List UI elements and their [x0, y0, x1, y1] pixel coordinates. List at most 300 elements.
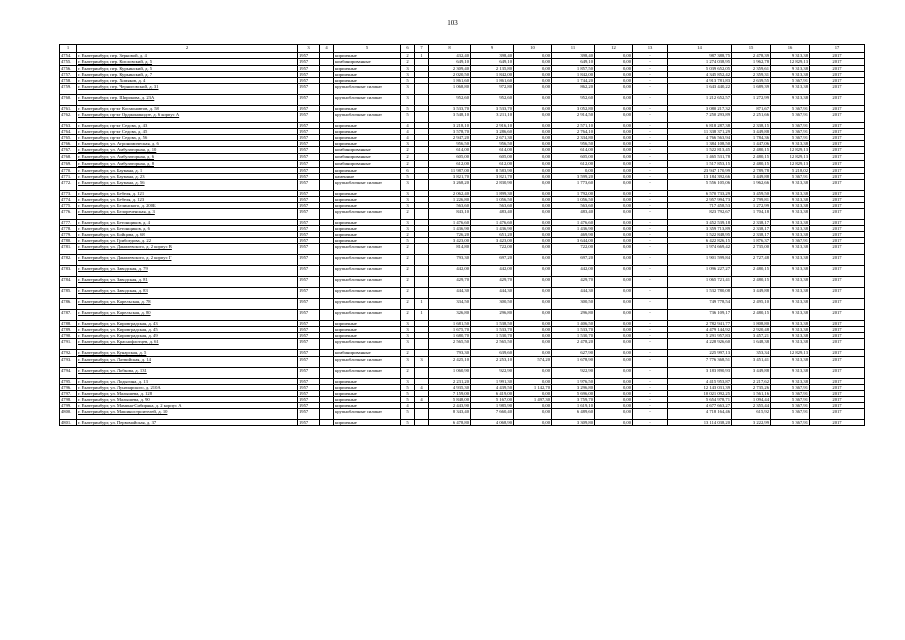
total-area-cell: 3 268,20: [429, 180, 471, 191]
col-12-cell: 0,00: [595, 409, 633, 420]
row-number-cell: 4761.: [60, 106, 77, 112]
cost-per-sqm-cell: 1 447,06: [732, 141, 771, 147]
address-cell: г. Екатеринбург, ул. Баумана, д. 56: [77, 180, 298, 191]
planned-year-cell: 2017: [810, 379, 865, 385]
row-number-cell: 4800.: [60, 409, 77, 420]
repair-cost-cell: 5 654 978,71: [668, 397, 732, 403]
repair-cost-cell: 1 274 038,95: [668, 59, 732, 66]
table-row: [60, 255, 865, 266]
row-number-cell: 4767.: [60, 147, 77, 154]
cost-per-sqm-cell: 3 451,41: [732, 357, 771, 368]
floors-cell: 3: [401, 226, 415, 232]
col-4-cell: [320, 310, 334, 321]
floors-cell: 3: [401, 379, 415, 385]
col-13-cell: -: [633, 244, 668, 255]
col-13-cell: -: [633, 232, 668, 238]
floors-cell: 3: [401, 220, 415, 226]
total-area-cell: 1 226,80: [429, 197, 471, 203]
wall-material-cell: кирпичные: [334, 66, 401, 72]
max-cost-per-sqm-cell: 12 829,13: [771, 161, 810, 168]
cost-per-sqm-cell: 1 272,99: [732, 203, 771, 209]
owned-area-cell: 1 406,50: [552, 321, 595, 327]
underground-floors-cell: [415, 180, 429, 191]
address-cell: г. Екатеринбург, ул. Белореченская, д. 3: [77, 209, 298, 220]
non-residential-area-cell: 0,00: [514, 168, 552, 174]
col-13-cell: -: [633, 168, 668, 174]
row-number-cell: 4789.: [60, 327, 77, 333]
max-cost-per-sqm-cell: 5 367,91: [771, 106, 810, 112]
address-cell: г. Екатеринбург, ул. Кировградская, д. 43: [77, 321, 298, 327]
col-13-cell: -: [633, 53, 668, 59]
table-row: [60, 357, 865, 368]
residential-area-cell: 444,30: [471, 288, 514, 299]
max-cost-per-sqm-cell: 9 313,38: [771, 244, 810, 255]
floors-cell: 5: [401, 420, 415, 426]
col-12-cell: 0,00: [595, 226, 633, 232]
address-cell: г. Екатеринбург, пер. Широкова, д. 23А: [77, 95, 298, 106]
year-built-cell: 1957: [298, 357, 320, 368]
cost-per-sqm-cell: 2 727,48: [732, 255, 771, 266]
row-number-cell: 4772.: [60, 180, 77, 191]
planned-year-cell: 2017: [810, 327, 865, 333]
row-number-cell: 4770.: [60, 168, 77, 174]
year-built-cell: 1957: [298, 299, 320, 310]
col-4-cell: [320, 288, 334, 299]
col-12-cell: 0,00: [595, 161, 633, 168]
total-area-cell: 442,00: [429, 266, 471, 277]
total-area-cell: 429,70: [429, 277, 471, 288]
repair-cost-cell: 5 556 105,06: [668, 180, 732, 191]
year-built-cell: 1957: [298, 174, 320, 180]
table-row: [60, 266, 865, 277]
floors-cell: 3: [401, 333, 415, 339]
total-area-cell: 334,50: [429, 299, 471, 310]
total-area-cell: 11 987,00: [429, 168, 471, 174]
repair-cost-cell: 11 338 371,29: [668, 129, 732, 135]
wall-material-cell: крупноблочные силикат: [334, 357, 401, 368]
repair-cost-cell: 23 947 170,99: [668, 168, 732, 174]
cost-per-sqm-cell: 2 480,15: [732, 147, 771, 154]
non-residential-area-cell: 0,00: [514, 209, 552, 220]
floors-cell: 5: [401, 409, 415, 420]
residential-area-cell: 697,20: [471, 255, 514, 266]
address-cell: г. Екатеринбург, ул. Белинского, д. 200Б: [77, 203, 298, 209]
col-12-cell: 0,00: [595, 238, 633, 244]
table-row: [60, 59, 865, 66]
row-number-cell: 4754.: [60, 53, 77, 59]
cost-per-sqm-cell: 2 789,78: [732, 168, 771, 174]
address-cell: г. Екатеринбург, ул. Баумана, д. 1: [77, 168, 298, 174]
repair-cost-cell: 717 458,53: [668, 203, 732, 209]
max-cost-per-sqm-cell: 9 313,38: [771, 321, 810, 327]
non-residential-area-cell: 0,00: [514, 106, 552, 112]
repair-cost-cell: 987 388,75: [668, 53, 732, 59]
row-number-cell: 4792.: [60, 350, 77, 357]
year-built-cell: 1957: [298, 238, 320, 244]
max-cost-per-sqm-cell: 9 313,38: [771, 72, 810, 78]
non-residential-area-cell: 0,00: [514, 147, 552, 154]
wall-material-cell: комбинированные: [334, 350, 401, 357]
max-cost-per-sqm-cell: 5 367,91: [771, 403, 810, 409]
total-area-cell: 612,00: [429, 161, 471, 168]
wall-material-cell: крупноблочные силикат: [334, 255, 401, 266]
planned-year-cell: 2017: [810, 209, 865, 220]
total-area-cell: 1 068,80: [429, 84, 471, 95]
header-cell: 4: [320, 45, 334, 53]
year-built-cell: 1957: [298, 168, 320, 174]
cost-per-sqm-cell: 2 338,17: [732, 220, 771, 226]
row-number-cell: 4779.: [60, 232, 77, 238]
max-cost-per-sqm-cell: 9 313,38: [771, 266, 810, 277]
year-built-cell: 1957: [298, 255, 320, 266]
repair-cost-cell: 4 677 663,27: [668, 403, 732, 409]
row-number-cell: 4760.: [60, 95, 77, 106]
col-13-cell: -: [633, 299, 668, 310]
year-built-cell: 1957: [298, 84, 320, 95]
owned-area-cell: 2 764,10: [552, 129, 595, 135]
year-built-cell: 1957: [298, 368, 320, 379]
col-13-cell: -: [633, 203, 668, 209]
non-residential-area-cell: 0,00: [514, 409, 552, 420]
residential-area-cell: 614,00: [471, 147, 514, 154]
col-4-cell: [320, 255, 334, 266]
owned-area-cell: 1 744,20: [552, 78, 595, 84]
non-residential-area-cell: 0,00: [514, 403, 552, 409]
owned-area-cell: 697,20: [552, 255, 595, 266]
repair-cost-cell: 1 212 652,57: [668, 95, 732, 106]
residential-area-cell: 1 530,70: [471, 333, 514, 339]
col-12-cell: 0,00: [595, 357, 633, 368]
owned-area-cell: 1 773,60: [552, 180, 595, 191]
wall-material-cell: кирпичные: [334, 220, 401, 226]
row-number-cell: 4783.: [60, 266, 77, 277]
table-row: [60, 161, 865, 168]
residential-area-cell: 651,20: [471, 232, 514, 238]
page-number: 103: [447, 19, 458, 27]
residential-area-cell: 2 565,50: [471, 339, 514, 350]
col-12-cell: 0,00: [595, 350, 633, 357]
cost-per-sqm-cell: 3 222,99: [732, 420, 771, 426]
col-13-cell: -: [633, 385, 668, 391]
non-residential-area-cell: 0,00: [514, 277, 552, 288]
residential-area-cell: 1 533,70: [471, 327, 514, 333]
year-built-cell: 1957: [298, 310, 320, 321]
non-residential-area-cell: 0,00: [514, 220, 552, 226]
col-12-cell: 0,00: [595, 129, 633, 135]
year-built-cell: 1957: [298, 95, 320, 106]
col-12-cell: 0,00: [595, 244, 633, 255]
wall-material-cell: крупноблочные силикат: [334, 244, 401, 255]
col-12-cell: 0,00: [595, 310, 633, 321]
repair-cost-cell: 225 997,13: [668, 350, 732, 357]
non-residential-area-cell: 0,00: [514, 368, 552, 379]
total-area-cell: 6 478,80: [429, 420, 471, 426]
wall-material-cell: крупноблочные силикат: [334, 95, 401, 106]
repair-cost-cell: 736 109,17: [668, 310, 732, 321]
repair-cost-cell: 2 782 941,77: [668, 321, 732, 327]
cost-per-sqm-cell: 1 648,38: [732, 339, 771, 350]
underground-floors-cell: [415, 161, 429, 168]
max-cost-per-sqm-cell: 5 367,91: [771, 123, 810, 129]
wall-material-cell: крупноблочные силикат: [334, 409, 401, 420]
floors-cell: 2: [401, 232, 415, 238]
repair-cost-cell: 1 065 721,41: [668, 277, 732, 288]
planned-year-cell: 2017: [810, 141, 865, 147]
repair-cost-cell: 3 359 713,89: [668, 226, 732, 232]
cost-per-sqm-cell: 2 338,17: [732, 232, 771, 238]
non-residential-area-cell: 0,00: [514, 321, 552, 327]
col-4-cell: [320, 95, 334, 106]
year-built-cell: 1957: [298, 78, 320, 84]
repair-cost-cell: 1 974 669,42: [668, 244, 732, 255]
max-cost-per-sqm-cell: 9 313,38: [771, 203, 810, 209]
floors-cell: 4: [401, 403, 415, 409]
max-cost-per-sqm-cell: 12 829,13: [771, 350, 810, 357]
owned-area-cell: 3 759,70: [552, 397, 595, 403]
residential-area-cell: 1 899,30: [471, 191, 514, 197]
address-cell: г. Екатеринбург, пр-кт Космонавтов, д. 58: [77, 106, 298, 112]
floors-cell: 4: [401, 129, 415, 135]
underground-floors-cell: 1: [415, 310, 429, 321]
floors-cell: 2: [401, 255, 415, 266]
col-12-cell: 0,00: [595, 209, 633, 220]
col-13-cell: -: [633, 277, 668, 288]
row-number-cell: 4796.: [60, 385, 77, 391]
address-cell: г. Екатеринбург, ул. Бойцова, д. 68: [77, 232, 298, 238]
planned-year-cell: 2017: [810, 403, 865, 409]
non-residential-area-cell: 0,00: [514, 135, 552, 141]
col-4-cell: [320, 147, 334, 154]
address-cell: г. Екатеринбург, ул. Бетонщиков, д. 4: [77, 220, 298, 226]
col-13-cell: -: [633, 106, 668, 112]
row-number-cell: 4781.: [60, 244, 77, 255]
year-built-cell: 1957: [298, 266, 320, 277]
col-13-cell: -: [633, 339, 668, 350]
header-cell: 17: [810, 45, 865, 53]
col-12-cell: 0,00: [595, 53, 633, 59]
col-12-cell: 0,00: [595, 84, 633, 95]
max-cost-per-sqm-cell: 9 313,38: [771, 288, 810, 299]
total-area-cell: 2 425,10: [429, 357, 471, 368]
planned-year-cell: 2017: [810, 147, 865, 154]
table-row: [60, 339, 865, 350]
cost-per-sqm-cell: 2 359,31: [732, 72, 771, 78]
floors-cell: 2: [401, 161, 415, 168]
residential-area-cell: 3 821,70: [471, 174, 514, 180]
row-number-cell: 4801.: [60, 420, 77, 426]
col-4-cell: [320, 161, 334, 168]
planned-year-cell: 2017: [810, 72, 865, 78]
total-area-cell: 2 231,20: [429, 379, 471, 385]
residential-area-cell: 442,00: [471, 266, 514, 277]
row-number-cell: 4780.: [60, 238, 77, 244]
floors-cell: 5: [401, 385, 415, 391]
wall-material-cell: крупноблочные силикат: [334, 288, 401, 299]
wall-material-cell: кирпичные: [334, 232, 401, 238]
non-residential-area-cell: 0,00: [514, 420, 552, 426]
col-13-cell: -: [633, 321, 668, 327]
repair-cost-cell: 13 184 392,66: [668, 174, 732, 180]
wall-material-cell: кирпичные: [334, 379, 401, 385]
max-cost-per-sqm-cell: 9 313,38: [771, 141, 810, 147]
year-built-cell: 1957: [298, 135, 320, 141]
underground-floors-cell: [415, 255, 429, 266]
planned-year-cell: 2017: [810, 123, 865, 129]
owned-area-cell: 1 678,90: [552, 357, 595, 368]
address-cell: г. Екатеринбург, ул. Карельская, д. 80: [77, 310, 298, 321]
col-12-cell: 0,00: [595, 220, 633, 226]
row-number-cell: 4786.: [60, 299, 77, 310]
non-residential-area-cell: 0,00: [514, 333, 552, 339]
floors-cell: 3: [401, 180, 415, 191]
address-cell: г. Екатеринбург, ул. Первомайская, д. 37: [77, 420, 298, 426]
repair-cost-cell: 4 479 144,92: [668, 327, 732, 333]
wall-material-cell: кирпичные: [334, 135, 401, 141]
floors-cell: 2: [401, 299, 415, 310]
wall-material-cell: комбинированные: [334, 154, 401, 161]
repair-cost-cell: 7 776 368,51: [668, 357, 732, 368]
planned-year-cell: 2017: [810, 420, 865, 426]
residential-area-cell: 649,10: [471, 59, 514, 66]
cost-per-sqm-cell: 2 480,15: [732, 277, 771, 288]
planned-year-cell: 2017: [810, 409, 865, 420]
residential-area-cell: 1 861,60: [471, 78, 514, 84]
col-4-cell: [320, 368, 334, 379]
col-12-cell: 0,00: [595, 299, 633, 310]
owned-area-cell: 0,00: [552, 168, 595, 174]
year-built-cell: 1957: [298, 379, 320, 385]
col-4-cell: [320, 180, 334, 191]
repair-cost-cell: 749 778,54: [668, 299, 732, 310]
address-cell: г. Екатеринбург, ул. Заводская, д. 83: [77, 288, 298, 299]
floors-cell: 3: [401, 72, 415, 78]
floors-cell: 2: [401, 350, 415, 357]
year-built-cell: 1957: [298, 327, 320, 333]
row-number-cell: 4762.: [60, 112, 77, 123]
col-13-cell: -: [633, 327, 668, 333]
non-residential-area-cell: 0,00: [514, 141, 552, 147]
residential-area-cell: 1 436,90: [471, 226, 514, 232]
repair-cost-cell: 3 183 890,93: [668, 368, 732, 379]
residential-area-cell: 3 423,00: [471, 238, 514, 244]
planned-year-cell: 2017: [810, 339, 865, 350]
floors-cell: 2: [401, 53, 415, 59]
floors-cell: 6: [401, 168, 415, 174]
col-12-cell: 0,00: [595, 333, 633, 339]
max-cost-per-sqm-cell: 9 313,38: [771, 191, 810, 197]
non-residential-area-cell: 0,00: [514, 226, 552, 232]
col-13-cell: -: [633, 209, 668, 220]
row-number-cell: 4756.: [60, 66, 77, 72]
row-number-cell: 4795.: [60, 379, 77, 385]
owned-area-cell: 1 476,60: [552, 220, 595, 226]
wall-material-cell: комбинированные: [334, 161, 401, 168]
col-13-cell: -: [633, 226, 668, 232]
col-12-cell: 0,00: [595, 385, 633, 391]
total-area-cell: 444,30: [429, 288, 471, 299]
row-number-cell: 4797.: [60, 391, 77, 397]
max-cost-per-sqm-cell: 12 829,13: [771, 59, 810, 66]
address-cell: г. Екатеринбург, ул. Баумана, д. 23: [77, 174, 298, 180]
owned-area-cell: 2 571,10: [552, 123, 595, 129]
header-cell: 12: [595, 45, 633, 53]
col-12-cell: 0,00: [595, 95, 633, 106]
row-number-cell: 4757.: [60, 72, 77, 78]
repair-cost-cell: 6 570 733,29: [668, 191, 732, 197]
address-cell: г. Екатеринбург, ул. Амбулаторная, д. 10: [77, 147, 298, 154]
residential-area-cell: 1 056,50: [471, 197, 514, 203]
wall-material-cell: кирпичные: [334, 106, 401, 112]
max-cost-per-sqm-cell: 9 313,38: [771, 180, 810, 191]
floors-cell: 3: [401, 141, 415, 147]
wall-material-cell: кирпичные: [334, 191, 401, 197]
year-built-cell: 1957: [298, 53, 320, 59]
header-cell: 6: [401, 45, 415, 53]
row-number-cell: 4774.: [60, 197, 77, 203]
max-cost-per-sqm-cell: 5 367,91: [771, 397, 810, 403]
planned-year-cell: 2017: [810, 238, 865, 244]
repair-cost-cell: 1 384 108,50: [668, 141, 732, 147]
max-cost-per-sqm-cell: 9 313,38: [771, 220, 810, 226]
residential-area-cell: 300,50: [471, 299, 514, 310]
row-number-cell: 4782.: [60, 255, 77, 266]
cost-per-sqm-cell: 2 359,61: [732, 66, 771, 72]
address-cell: г. Екатеринбург, ул. Луначарского, д. 210А: [77, 385, 298, 391]
floors-cell: 5: [401, 106, 415, 112]
wall-material-cell: комбинированные: [334, 59, 401, 66]
address-cell: г. Екатеринбург, ул. Данилевского, д. 2 корпус В: [77, 244, 298, 255]
owned-area-cell: 1 619,10: [552, 403, 595, 409]
residential-area-cell: 3 533,70: [471, 106, 514, 112]
col-13-cell: -: [633, 391, 668, 397]
repair-cost-cell: 13 114 038,20: [668, 420, 732, 426]
total-area-cell: 952,60: [429, 95, 471, 106]
column-number-header: [60, 45, 865, 53]
planned-year-cell: 2017: [810, 78, 865, 84]
row-number-cell: 4763.: [60, 123, 77, 129]
owned-area-cell: 5 696,00: [552, 391, 595, 397]
residential-area-cell: 5 167,00: [471, 397, 514, 403]
residential-area-cell: 1 476,60: [471, 220, 514, 226]
planned-year-cell: 2017: [810, 174, 865, 180]
cost-per-sqm-cell: 1 704,18: [732, 209, 771, 220]
total-area-cell: 1 060,90: [429, 368, 471, 379]
planned-year-cell: 2017: [810, 59, 865, 66]
table-row: [60, 112, 865, 123]
repair-cost-cell: 5 291 957,83: [668, 333, 732, 339]
max-cost-per-sqm-cell: 9 313,38: [771, 95, 810, 106]
col-13-cell: -: [633, 84, 668, 95]
residential-area-cell: 612,00: [471, 161, 514, 168]
table-row: [60, 368, 865, 379]
address-cell: г. Екатеринбург, ул. Кировградская, д. 45: [77, 327, 298, 333]
col-12-cell: 0,00: [595, 255, 633, 266]
total-area-cell: 2 947,20: [429, 135, 471, 141]
col-13-cell: -: [633, 368, 668, 379]
total-area-cell: 1 675,70: [429, 327, 471, 333]
header-cell: 8: [429, 45, 471, 53]
repair-cost-cell: 6 818 287,38: [668, 123, 732, 129]
planned-year-cell: 2017: [810, 135, 865, 141]
residential-area-cell: 639,60: [471, 350, 514, 357]
wall-material-cell: крупноблочные силикат: [334, 266, 401, 277]
header-cell: 15: [732, 45, 771, 53]
non-residential-area-cell: 0,00: [514, 327, 552, 333]
owned-area-cell: 862,20: [552, 84, 595, 95]
floors-cell: 2: [401, 147, 415, 154]
year-built-cell: 1957: [298, 220, 320, 226]
year-built-cell: 1957: [298, 123, 320, 129]
